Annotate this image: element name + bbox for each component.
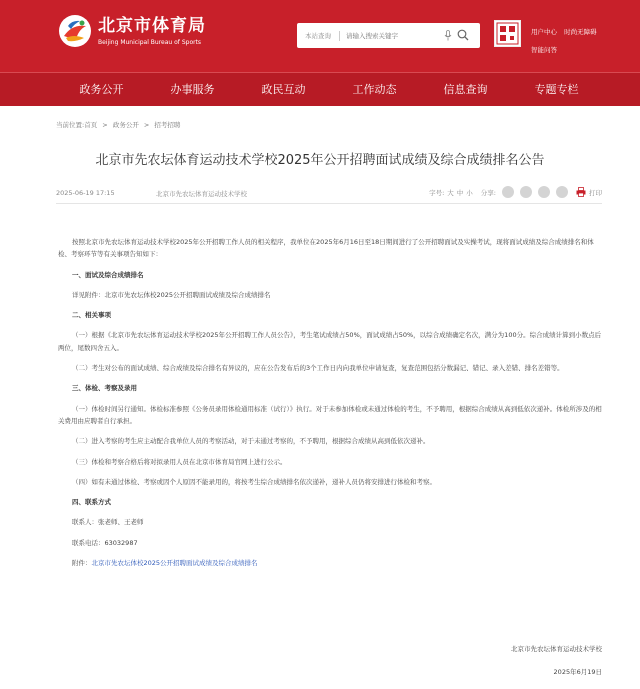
section-paragraph: （二）进入考察的考生应主动配合我单位人员的考察活动，对于未通过考察的，不予聘用，根据综合成绩从高到低依次递补。 — [72, 437, 430, 446]
search-scope[interactable]: 本站查询 — [305, 32, 331, 40]
intro-paragraph: 按照北京市先农坛体育运动技术学校2025年公开招聘工作人员的相关程序，我单位在2025年6月16日至18日期间进行了公开招聘面试及实操考试，现将面试成绩及综合成绩排名和体检、考察环节等有关事项告知如下： — [58, 238, 594, 259]
top-links — [531, 23, 602, 59]
contact-person: 联系人：张老师、王老师 — [72, 518, 144, 527]
search-input[interactable] — [346, 32, 446, 40]
font-size-large[interactable]: 大 — [447, 188, 454, 197]
nav-item-topics[interactable]: 专题专栏 — [534, 83, 579, 96]
site-header — [0, 0, 640, 72]
contact-phone: 联系电话：63032987 — [72, 538, 138, 547]
smart-qa-link[interactable]: 智能问答 — [531, 46, 557, 54]
breadcrumb-sep: > — [143, 121, 150, 129]
microphone-icon[interactable] — [444, 30, 452, 41]
font-size-label: 字号: — [429, 188, 445, 197]
print-button[interactable]: 打印 — [589, 188, 602, 197]
section-paragraph: （二）考生对公布的面试成绩、综合成绩及综合排名有异议的，应在公告发布后的3个工作日内向我单位申请复查，复查范围包括分数漏记、错记、录入差错、排名差错等。 — [72, 364, 564, 373]
qq-share-icon[interactable] — [538, 186, 550, 198]
breadcrumb-gov-affairs[interactable]: 政务公开 — [112, 121, 139, 129]
signature-date: 2025年6月19日 — [553, 668, 602, 676]
attachment-line — [58, 557, 604, 569]
signature-org: 北京市先农坛体育运动技术学校 — [511, 645, 602, 653]
search-box — [297, 23, 480, 48]
section-heading: 二、相关事项 — [72, 311, 111, 320]
attachment-link[interactable]: 北京市先农坛体校2025公开招聘面试成绩及综合成绩排名 — [91, 559, 258, 568]
section-heading: 三、体检、考察及录用 — [72, 384, 137, 393]
breadcrumb — [56, 120, 183, 129]
article-source: 北京市先农坛体育运动技术学校 — [156, 190, 247, 198]
article-meta — [56, 180, 602, 204]
main-nav — [0, 72, 640, 106]
article-body — [58, 236, 604, 577]
font-size-medium[interactable]: 中 — [456, 188, 464, 197]
nav-item-info-query[interactable]: 信息查询 — [443, 83, 488, 96]
breadcrumb-home[interactable]: 当前位置:首页 — [56, 121, 98, 129]
user-center-link[interactable]: 用户中心 — [531, 28, 557, 36]
section-paragraph: （一）根据《北京市先农坛体育运动技术学校2025年公开招聘工作人员公告》，考生笔试成绩占50%，面试成绩占50%，以综合成绩确定名次，满分为100分。综合成绩计算到小数点后两位，尾数四舍五入。 — [58, 331, 602, 352]
nav-item-news[interactable]: 工作动态 — [352, 83, 397, 96]
search-divider — [339, 31, 340, 41]
nav-item-interaction[interactable]: 政民互动 — [261, 83, 306, 96]
logo-title: 北京市体育局 — [98, 15, 206, 36]
search-icon[interactable] — [457, 29, 469, 41]
section-heading: 一、面试及综合成绩排名 — [72, 270, 144, 279]
section-heading: 四、联系方式 — [72, 498, 111, 507]
nav-item-services[interactable]: 办事服务 — [170, 83, 215, 96]
accessibility-link[interactable]: 时尚无障碍 — [564, 28, 597, 36]
logo-emblem-icon — [58, 14, 92, 48]
share-label: 分享: — [480, 188, 496, 197]
section-paragraph: （三）体检和考察合格后将对拟录用人员在北京市体育局官网上进行公示。 — [72, 457, 287, 466]
publish-date: 2025-06-19 17:15 — [56, 189, 115, 197]
logo-subtitle: Beijing Municipal Bureau of Sports — [98, 38, 202, 46]
site-logo[interactable] — [58, 14, 206, 48]
favorite-icon[interactable] — [556, 186, 568, 198]
breadcrumb-recruitment[interactable]: 招考招聘 — [154, 121, 181, 129]
wechat-share-icon[interactable] — [502, 186, 514, 198]
weibo-qr-icon[interactable] — [494, 20, 521, 47]
section-text: 详见附件：北京市先农坛体校2025公开招聘面试成绩及综合成绩排名 — [72, 290, 271, 299]
weibo-share-icon[interactable] — [520, 186, 532, 198]
nav-item-gov-affairs[interactable]: 政务公开 — [79, 83, 124, 96]
attachment-label: 附件： — [72, 559, 92, 568]
section-paragraph: （一）体检时间另行通知。体检标准参照《公务员录用体检通用标准（试行）》执行。对于未参加体检或未通过体检的考生，不予聘用，根据综合成绩从高到低依次递补。体检所涉及的相关费用由应聘者自行承担。 — [58, 404, 602, 425]
font-size-small[interactable]: 小 — [466, 188, 473, 197]
section-paragraph: （四）如有未通过体检、考察或因个人原因不能录用的，将按考生综合成绩排名依次递补，递补人员仍将安排进行体检和考察。 — [72, 477, 436, 486]
print-icon[interactable] — [576, 187, 586, 197]
article-title: 北京市先农坛体育运动技术学校2025年公开招聘面试成绩及综合成绩排名公告 — [95, 153, 545, 168]
breadcrumb-sep: > — [102, 121, 108, 129]
